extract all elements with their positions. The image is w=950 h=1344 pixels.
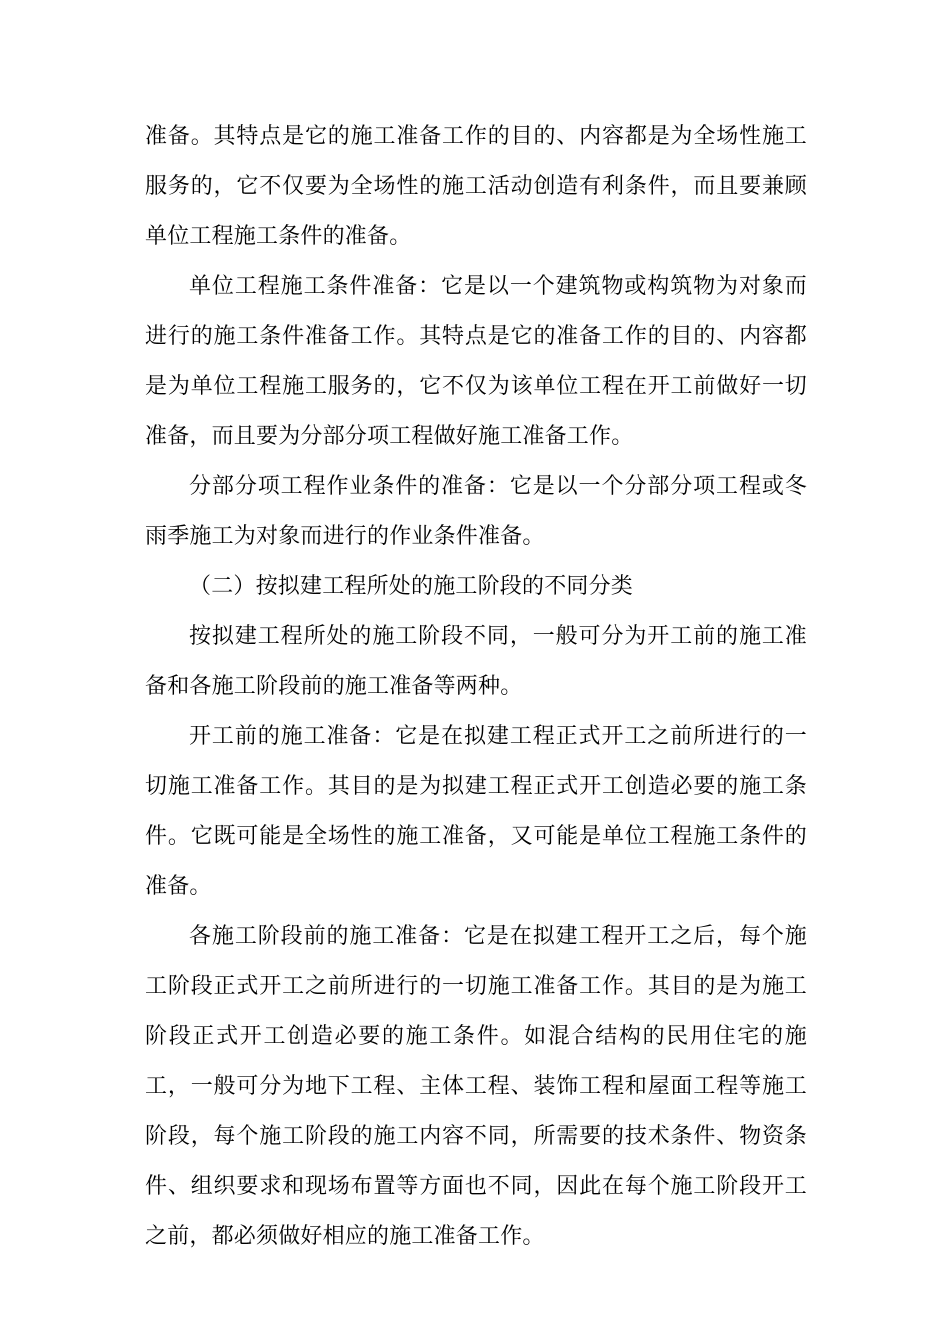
paragraph-continuation: 准备。其特点是它的施工准备工作的目的、内容都是为全场性施工服务的，它不仅要为全场性的施工活动创造有利条件，而且要兼顾单位工程施工条件的准备。 [145,124,807,249]
paragraph-pre-start-preparation: 开工前的施工准备：它是在拟建工程正式开工之前所进行的一切施工准备工作。其目的是为拟建工程正式开工创造必要的施工条件。它既可能是全场性的施工准备，又可能是单位工程施工条件的准备。 [145,724,807,899]
section-heading: （二）按拟建工程所处的施工阶段的不同分类 [189,574,634,599]
paragraph-stage-classification: 按拟建工程所处的施工阶段不同，一般可分为开工前的施工准备和各施工阶段前的施工准备等两种。 [145,624,807,699]
paragraph-subdivision-work-preparation: 分部分项工程作业条件的准备：它是以一个分部分项工程或冬雨季施工为对象而进行的作业条件准备。 [145,474,807,549]
paragraph-unit-project-preparation: 单位工程施工条件准备：它是以一个建筑物或构筑物为对象而进行的施工条件准备工作。其特点是它的准备工作的目的、内容都是为单位工程施工服务的，它不仅为该单位工程在开工前做好一切准备，而且要为分部分项工程做好施工准备工作。 [145,274,807,449]
document-body [145,112,807,1262]
paragraph-stage-preparation: 各施工阶段前的施工准备：它是在拟建工程开工之后，每个施工阶段正式开工之前所进行的一切施工准备工作。其目的是为施工阶段正式开工创造必要的施工条件。如混合结构的民用住宅的施工，一般可分为地下工程、主体工程、装饰工程和屋面工程等施工阶段，每个施工阶段的施工内容不同，所需要的技术条件、物资条件、组织要求和现场布置等方面也不同，因此在每个施工阶段开工之前，都必须做好相应的施工准备工作。 [145,924,807,1249]
